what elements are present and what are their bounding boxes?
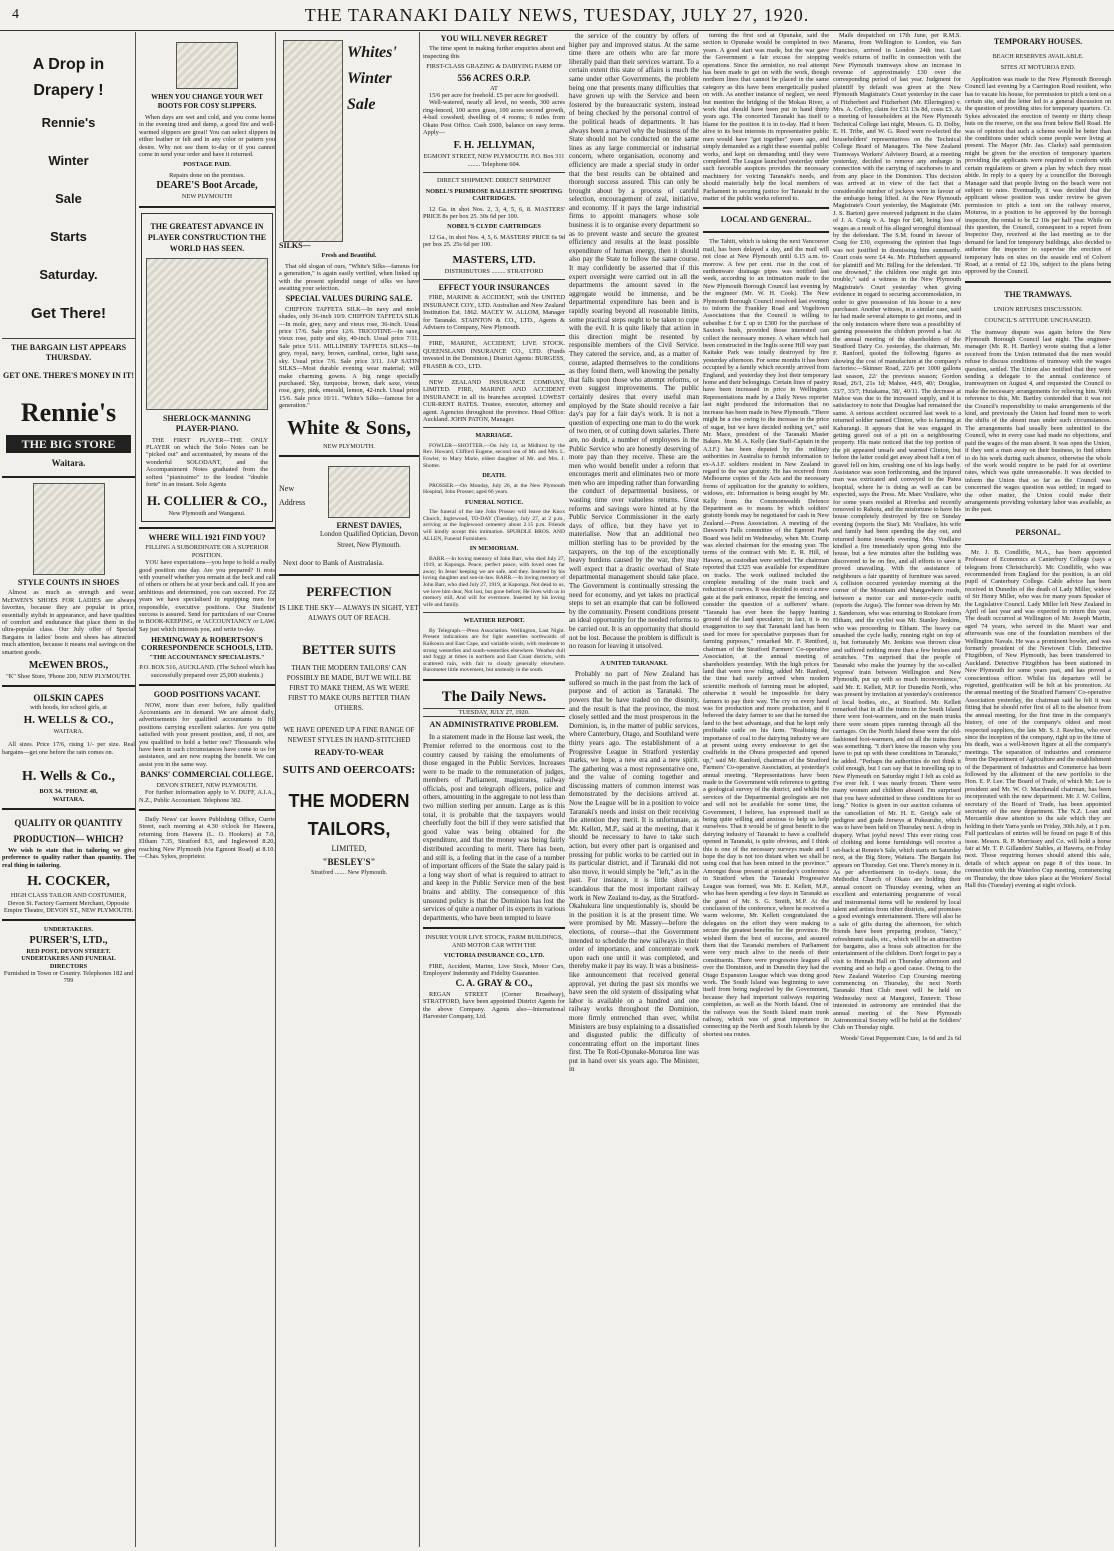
insure-line: INSURE YOUR LIVE STOCK, FARM BUILDINGS, AND MOTOR CAR WITH THE <box>425 934 563 949</box>
mcewen-address: "K" Shoe Store, 'Phone 200, NEW PLYMOUTH. <box>6 673 131 681</box>
peppermint-line: Woods' Great Peppermint Cure, 1s 6d and 2s 6d <box>840 1034 961 1042</box>
nz-insurance-ad: NEW ZEALAND INSURANCE COMPANY, LIMITED. FIRE, MARINE AND ACCIDENT INSURANCE in all its branches accepted. LOWEST CUR-RENT RATES. Trustee, executor, attorney and agent. Agencies throughout the province. Head Office: Auckland. JOHN PATON, Manager. <box>423 379 565 424</box>
banks-name: BANKS' COMMERCIAL COLLEGE. <box>140 770 274 780</box>
cocker-name: H. COCKER, <box>27 874 110 890</box>
wells-name-b: H. Wells & Co., <box>21 769 116 785</box>
white-sons-logo: White & Sons, <box>287 416 411 439</box>
perfection-body: IS LIKE THE SKY— ALWAYS IN SIGHT, YET ALWAYS OUT OF REACH. <box>279 604 419 623</box>
filling-line: FILLING A SUBORDINATE OR A SUPERIOR POSITION. <box>145 544 269 559</box>
wells-name-a: H. WELLS & CO., <box>23 713 114 726</box>
good-positions-body: NOW, more than ever before, fully qualified Accountants are in demand. We are almost daily, advertisements for qualified accountants to fill positions carrying excellent salaries. Are you quite satisfied with your present position, and, if not, are you qualified to hold a better one? Thousands who have been in such circumstances have come to us for assistance, and are now reaping the benefit. We can assist you in the same way. <box>139 701 275 768</box>
pursers-address: RED POST, DEVON STREET. <box>26 947 111 955</box>
united-heading: A UNITED TARANAKI. <box>600 659 668 667</box>
whites-word-3: Sale <box>347 96 376 113</box>
postage-paid: POSTAGE PAID. <box>183 161 231 169</box>
local-general-heading: LOCAL AND GENERAL. <box>720 215 812 225</box>
jellyman-name: F. H. JELLYMAN, <box>453 140 535 152</box>
opened-line: WE HAVE OPENED UP A FINE RANGE OF NEWEST STYLES IN HAND-STITCHED <box>283 726 415 745</box>
farm-line: FIRST-CLASS GRAZING & DAIRYING FARM OF <box>426 63 562 71</box>
oilskin-body: with hoods, for school girls, at <box>30 704 107 712</box>
fresh-line: Fresh and Beautiful. <box>321 252 377 260</box>
masthead-title: THE TARANAKI DAILY NEWS, TUESDAY, JULY 27, 1920. <box>304 5 810 25</box>
besley-line: "BESLEY'S" <box>322 857 376 868</box>
banks-address: DEVON STREET, NEW PLYMOUTH. <box>156 781 258 789</box>
repairs-line: Repairs done on the premises. <box>169 171 245 179</box>
modern-tailors: THE MODERN TAILORS, <box>288 791 410 840</box>
whites-heading <box>347 40 397 118</box>
shoe-illustration <box>33 483 105 575</box>
local-general-continued: Mails despatched on 17th June, per R.M.S. Marama, from Wellington to London, via San Francisco, arrived in London 24th inst. Last week's returns of traffic in connection with the New Plymouth tramways show an increase in revenue of approximately £30 over the corresponding period of last year. Judgment for plaintiff by default was given at the New Plymouth Magistrate's Court yesterday in the case of Fitzherbert and Fitzherbert (Mr. Ellerington) v. Mrs. A. Coffey, claim for £31 13s 8d, costs £3. At a meeting of householders at the New Plymouth Technical College last night, Messrs. G. D. Dolby, E. H. Tribe, and W. G. Reed were re-elected the householders' representatives on the Technical College Board of Managers. The New Zealand Tramways Workers' Advisory Board, at a meeting yesterday, decided to remove any embargo in connection with the carrying of racehorses to and from any place in the Dominion. This decision was arrived at in view of the fact that a considerable number of jockeys were in favour of the embargo being lifted. At the New Plymouth Magistrate's Court yesterday, the Magistrate (Mr. J. S. Barton) gave reserved judgment in the claim of J. A. Craig v. A. Ingo for £40, being loss of wages as a result of his alleged wrongful dismissal by the defendant. The S.M. found in favour of Craig for £30, expressing the opinion that Ingo was not justified in dismissing him summarily. Court costs were £4 4s. Mr. Fitzherbert appeared for plaintiff and Mr. Billing for the defendant. "If one drowned," the children one might get into trouble," said a witness in the New Plymouth Magistrate's Court yesterday when giving evidence in regard to securing accommodation, in order to give possession of his house to a new purchaser. Another witness, in a similar case, said he had made several attempts to get rooms, and in the only instances where there was a possibility of gaining possession the children proved a bar. At the annual meeting of the shareholders of the Stratford Dairy Co. yesterday, the chairman, Mr. F. Ranford, quoted the following figures as showing the cost of manufacture at the company's factories:—Skinner Road, 22/6 per 1000 gallons last season, 22/ the previous season; Gordon Road, 26/1, 21s 1d; Mahoe, 44/9, 40/; Douglas, 33/7, 33/7; Huiakama, 58/, 40/11. The decrease at Mahoe was due to the increased supply, and it is satisfactory to note that Douglas had remained the same. A serious accident occurred last week to a returned soldier named Clinton, who is farming at Kahurangi. It appears that he was engaged in getting gravel out of a pit on a neighbouring property. His mate noticed that the top portion of the pit appeared unsafe and warned Clinton, but before the latter could get away about half a ton of gravel fell on him, crushing one of his legs badly. Assistance was soon forthcoming, and the injured man was extricated and conveyed to the Patea hospital, where he is doing as well as can be expected, says the Press. Mr. Marc Voullaire, who for some years resided at Riverlea and recently removed to Rahotu, and the misfortune to have his house completely destroyed by fire on Sunday evening (reports the Star). Mr. Voullaire, his wife and family had been spending the day out, and returned home towards evening. Mrs. Voullaire kindled a fire immediately upon going into the house, but a few minutes after the building was discovered to be on fire, and all efforts to save it proved unavailing. With the assistance of neighbours a fair quantity of furniture was saved. A collision occurred yesterday morning at the corner of the Mountain and Mangawhero roads, between a motor car and motor-cycle outfit (reports the Argus). The former was driven by Mr. J. Sanderson, who was returning to Rotokare from Eltham, and the cyclist was Mr. Stanley Jenkins, who was proceeding to Eltham. The heavy car smashed the cycle badly, running right on top of it, but fortunately Mr. Jenkins was thrown clear and suffered nothing more than a few bruises and scratches. "I'm surprised that the people of Taranaki who make the journey by the so-called 'express' train between Wellington and New Plymouth, put up with so much inconvenience," said Mr. E. Kellett, M.P. for Dunedin North, who was present by invitation at yesterday's conference of local bodies, etc., at Stratford. Mr. Kellett remarked that in all the trains in the South Island there were foot-warmers, and on the main trunks there were steam pipes running through all the carriages. On the North Island these were the old-fashioned foot-warmers, and on all the trains there was something. "I don't know the reason why you have to put up with these conditions in Taranaki," he added. "Perhaps the authorities do not think it cold enough, but I can say that in travelling up to New Plymouth on Saturday night I felt as cold as I've ever felt. I was nearly frozen. There were many women and children aboard. I'm surprised that you have submitted to these conditions for so long." Notice is given in our auction columns of the cancellation of Mr. H. E. Greig's sale of pedigree and grade Jerseys at Pukearuhe, which was to have been held on Thursday next. A drop in drapery. What joyful news! This ever rising cost of clothing and home furnishings will receive a set-back at Rennie's Sale, which starts on Saturday next, at the Big Store, Waitara. The Bargain list appears on Thursday. Get one. There's money in it. As per advertisement in to-day's issue, the Methodist Church of Okato are holding their annual concert on Thursday evening, when an excellent and entertaining programme of vocal and instrumental items will be rendered by local talent and artists from other districts, and promises a good evening's entertainment. There will also be a sale of gifts during the afternoon, for which friends have been preparing produce, "fancy," refreshment stalls, etc., which will be an attraction for bargains, also a brass sub attraction for the entertainment of the children. Don't forget to pay a visit to Hennah Hall on Thursday afternoon and evening and so help a good cause. Owing to the New Zealand Waterloo Cup Coursing meeting commencing on Thursday, the next North Taranaki Hunt Club meet will be held on Wednesday next at Mangorei, Ennevir. Those interested in astronomy are reminded that the annual meeting of the New Plymouth Astronomical Society will be held at the Soldiers' Club on Thursday night. <box>833 32 961 1032</box>
primrose-body: 12 Ga. in shot Nos. 2, 3, 4, 5, 6, 8. MASTERS' PRICE 8s per box 25. 30s 6d per 100. <box>423 205 565 220</box>
masters-name: MASTERS, LTD. <box>452 253 536 266</box>
queensland-ad: FIRE, MARINE, ACCIDENT, LIVE STOCK. QUEENSLAND INSURANCE CO., LTD. (Funds invested in the Dominion.) District Agents: BURGESS, FRASER & CO., LTD. <box>423 340 565 370</box>
where-heading: WHERE WILL 1921 FIND YOU? <box>148 532 266 542</box>
drop-line-1: A Drop in <box>32 56 105 73</box>
column-5 <box>569 32 699 1547</box>
rennies-logo: Rennie's <box>20 398 117 427</box>
whites-word-1: Whites' <box>347 44 397 61</box>
gray-body: REGAN STREET (Corner Broadway), STRATFORD, have been appointed District Agents for the above Company. Agents also—International Harvester Company, Ltd. <box>423 990 565 1021</box>
temp-sub-1: BEACH RESERVES AVAILABLE. <box>992 53 1084 60</box>
column-7 <box>833 32 961 1547</box>
whites-word-2: Winter <box>347 70 392 87</box>
funeral-body: The funeral of the late John Prosser will leave the Knox Church, Inglewood, TO-DAY (Tuesday), July 27, at 2 p.m., arriving at the Inglewood cemetery about 2.15 p.m. Friends will kindly accept this intimation. SPURDLE BROS. AND ALLEN, Funeral Furnishers. <box>423 509 565 542</box>
pursers-sub: UNDERTAKERS AND FUNERAL DIRECTORS <box>21 955 116 970</box>
column-6 <box>703 32 829 1547</box>
undertakers-heading: UNDERTAKERS. <box>43 926 94 934</box>
column-3 <box>279 32 420 1547</box>
collier-town: New Plymouth and Wanganui. <box>168 509 246 517</box>
masthead <box>0 0 1114 31</box>
slipper-illustration <box>176 42 238 89</box>
column-1 <box>2 32 136 1547</box>
hemingway-name: HEMINGWAY & ROBERTSON'S CORRESPONDENCE SCHOOLS, LTD. <box>141 635 273 652</box>
victoria-body: FIRE, Accident, Marine, Live Stock, Motor Cars, Employers' Indemnity and Fidelity Guarantee. <box>423 962 565 977</box>
column-8 <box>965 32 1111 1547</box>
price-line: 15/6 per acre for freehold. £5 per acre for goodwill. <box>429 92 559 100</box>
good-positions-heading: GOOD POSITIONS VACANT. <box>153 690 261 700</box>
cocker-address: HIGH CLASS TAILOR AND COSTUMIER, Devon St. Factory Garment Merchant, Opposite Empire Theatre, DEVON ST., NEW PLYMOUTH. <box>3 892 134 914</box>
editorial-date: TUESDAY, JULY 27, 1920. <box>423 708 565 717</box>
deare-name: DEARE'S Boot Arcade, <box>156 180 258 192</box>
temp-body: Application was made to the New Plymouth Borough Council last evening by a Carrington Road resident, who has to vacate his house, for permission to pitch a tent on a certain site, and the letter led to a general discussion on the question of providing sites for temporary quarters. Cr. Sykes advocated the erection of twenty or thirty cheap huts on the reserve, on the sea front below Bell Road. He was of opinion that such a scheme would be better than the conditions under which some people were living at present. The Mayor (Mr. Jas. Clarke) said permission might be given for the erection of temporary quarters providing the applicants were required to conform with certain regulations or given a plan by which they must abide. In reply to a query by a councillor the Borough Manager said that people living on the beach were not subject to rates. Eventually, it was decided that the applicant whose position was under review be given permission to pitch a tent on the railway reserve, Moturoa, in a position to be approved by the borough inspector, the rental to be £2 10s per half year. While on this question, the Council, consequent to a report from Inspector Day, received at the last meeting as to the demand for land for temporary buildings, also decided to authorise the inspector to supervise the erection of temporary huts on sites on the seaside end of Colvert Road, at a rental of £2 10s, subject to the plans being approved by the Council. <box>965 75 1111 276</box>
at-line: AT <box>490 84 498 92</box>
change-heading: WHEN YOU CHANGE YOUR WET BOOTS FOR COSY SLIPPERS. <box>151 93 263 110</box>
admin-heading: AN ADMINISTRATIVE PROBLEM. <box>429 720 559 730</box>
column-2 <box>139 32 276 1547</box>
piano-illustration <box>146 258 268 410</box>
temp-sub-2: SITES AT MOTUROA END. <box>1000 64 1076 72</box>
mcewen-name: McEWEN BROS., <box>28 660 109 672</box>
waitara-label: Waitara. <box>51 458 86 468</box>
drop-line-2: Drapery ! <box>33 82 104 99</box>
white-sons-town: NEW PLYMOUTH. <box>323 442 375 450</box>
style-body: Almost as much as strength and wear. McEWEN'S SHOES FOR LADIES are always favorites, because they are popular in price, essentially stylish in appearance, and have qualities of comfort and endurance that place them in the ultra-popular class. Our July offer of Special Bargains in ladies' boots and shoes has attracted much attention, because it means real savings on the smartest goods. <box>2 589 135 656</box>
tram-body: The tramway dispute was again before the New Plymouth Borough Council last night. The engineer-manager (Mr. R. H. Bartley) wrote stating that a letter received from the Union intimated that the men would refuse to discuss conditions of tramway with the wages question, settled. The Union also notified that they were sending a delegate to the annual conference of tramwaymen on August 4, and requested the Council to make the necessary arrangements for relieving him. With reference to this, Mr. Bartley contended that it was not the Council's responsibility to make arrangements of the kind, and previously the Union had found men to work the shifts of the absent man under such circumstances. The arrangements had usually been submitted to the Council, who in every case had made no objections, and paid the wages of the man absent. It was open the Union, if they sent a man away on their business, to find others to do his work during such absence, otherwise the whole of the work would require to be paid for at overtime rates, which was quite unreasonable. It was decided to inform the Union that so far as the Council was concerned the wages question was settled; in regard to the other matter, the Union could make their arrangements providing voluntary labor was available, as in the past. <box>965 328 1111 514</box>
drop-line-8: Get There! <box>30 305 106 322</box>
drop-line-7: Saturday. <box>39 267 98 282</box>
death-heading: DEATH. <box>482 472 506 480</box>
death-body: PROSSER.—On Monday, July 26, at the New Plymouth Hospital, John Prosser; aged 66 years. <box>423 482 565 496</box>
suits-overcoats: SUITS AND OEERCOATS: <box>282 764 416 777</box>
victoria-name: VICTORIA INSURANCE CO., LTD. <box>443 952 545 960</box>
silks-body: That old slogan of ours, "White's Silks—famous for a generation," is again easily verified, when linked up with the present splendid range of silks we have awaiting your selection. <box>279 262 419 293</box>
daily-news-title: The Daily News. <box>441 688 547 705</box>
sherlock-heading: SHERLOCK-MANNING PLAYER-PIANO. <box>162 413 251 433</box>
column-4 <box>423 32 565 1547</box>
drop-line-6: Starts <box>50 229 87 244</box>
clyde-body: 12 Ga., in shot Nos. 4, 5, 6. MASTERS' PRICE 6s 9d per box 25. 25s 6d per 100. <box>423 233 565 249</box>
drop-line-5: Sale <box>55 191 82 206</box>
editorial-continued: the service of the country by offers of higher pay and improved status. At the same time there are others who are far more liberally paid than their services warrant. To a certain extent this state of affairs is much the same under other Governments, the problem being one that presents many difficulties that have grown up with the Service and been fostered by the bureaucratic system, instead of being checked by the personal control of the political heads of departments. It has always been a marvel why the business of the State should not be conducted on the same lines as any large commercial or industrial concern, where organisation, economy and efficiency are made a special study in order that the best results can be obtained and thorough success assured. This can only be brought about by a process of careful selection, encouragement of zeal, initiative, and economy. If it pays the large industrial firms to appoint managers whose sole business it is to organise every department so as to prevent waste and secure the greatest efficiency and results at the least possible expenditure of human energy, then it should also pay the State to follow the same course. It may confidently be asserted that if this expert oversight were carried out in all the departments the amount saved in the aggregate would be immense, and be departmental expenditure has been and is rapidly soaring beyond all reasonable limits, some practical steps ought to be taken to cope with the evil. It is quite likely that action in this direction might be resented by responsible members of the Civil Service. They catered the service, and, as a matter of course, adapted themselves to the conditions as they found them, well knowing the penalty that falls upon those who attempt reforms, or even suggest improvements. The public certainly desires that every useful man employed by the State should receive a fair day's pay for a fair day's work. It is not a question of expecting one man to do the work of two men, or of cutting down salaries. There are, no doubt, a number of employees in the Public Service who are honestly deserving of more pay than they receive. These are the men who would benefit under a reform that encourages merit and eliminates two or more men who are impeding rather than forwarding the conduct of departmental business, or wasting time over valueless returns. Great reforms and savings were hinted at by the Public Service Commissioner in the early days of office, but they have yet to materialise. Now that an additional two million sterling has to be provided by the taxpayers, on the top of the exceptionally heavy burdens caused by the war, they may well expect that a drastic overhaul of State departmental management should take place. The Government is continually stressing the need for economy, and yet takes no practical steps to set an example that can be followed by the community. Present conditions present an ideal opportunity for the needed reforms to be carried out. It is an opportunity that should not be lost. Because the problem is difficult is no reason for leaving it unsolved. <box>569 32 699 651</box>
wells-town-b: WAITARA. <box>52 795 85 803</box>
deare-town: NEW PLYMOUTH <box>181 193 233 201</box>
change-body: When days are wet and cold, and you come home in the evening tired and damp, a good fire and well-warmed slippers are great! You can select slippers in either leather or felt and in any color or pattern you desire. Why not see them to-day or if you cannot come in send your order and have it returned. <box>139 114 275 159</box>
better-body: THAN THE MODERN TAILORS' CAN POSSIBLY BE MADE, BUT WE WILL BE FIRST TO MAKE THEM, AS WE WERE FIRST TO MAKE OURS BETTER THAN OTHERS. <box>286 664 412 713</box>
style-heading: STYLE COUNTS IN SHOES <box>17 578 120 587</box>
personal-heading: PERSONAL. <box>1015 527 1061 537</box>
effect-heading: EFFECT YOUR INSURANCES <box>438 282 550 292</box>
admin-body: In a statement made in the House last week, the Premier referred to the enormous cost to the country caused by raising the emoluments of those engaged in the Public Services. Increases were to be made to the remuneration of judges, members of Parliament, magistrates, railway officials, post and telegraph officers, police and others, amounting in the aggregate to not less than two million sterling per annum. Large as is this total, it is probable that the taxpayers would cheerfully foot the bill if they were satisfied that good value was being obtained for the expenditure, and that the money was being fairly distributed according to merit. There has been, and still is, a feeling that in the case of a number of important officers of the State the salary paid is a long way short of what is required to attract to and keep in the Public Service men of the best brains and ability. The consequence of this unsound policy is that the Dominion has lost the services of quite a number of its experts in various departments, who have been tempted to leave <box>423 733 565 922</box>
united-body: Probably no part of New Zealand has suffered so much in the past from the lack of purpose and of action as Taranaki. The powers that be have traded on the disunity, and the result is that the province, the most closely settled and the most prosperous in the Dominion, is, in the matter of public services, where Canterbury, Otago, and Southland were thirty years ago. The establishment of a Progressive League in Stratford yesterday marks, we hope, a new era and a new spirit. The gathering was a most representative one, and the value of coming together and discussing matters of common interest was demonstrated by the decisions arrived at. Now the League will be in a position to voice Taranaki's needs and insist on their receiving the attention they merit. It is unfortunate, as Mr. Kellett, M.P., said at the meeting, that it should be necessary to have to take such action, but every other part is organised and pressing for public works to be carried out in its particular district, and if Taranaki did not also move, it would simply be "left," as in the past. For instance, it is little short of scandalous that the most important railway work in New Zealand to-day, as the Stratford-Okahukura line unquestionably is, should be in the position it is at the present time. We were promised by Mr. Massey—before the elections, of course—that the Government intended to schedule the new railways in their order of importance, and concentrate work upon each one until it was completed, and thereby make it pay its way. It was a business-like announcement that received general approval, yet during the past six months we have seen the old system of dissipating what labor is available on a hundred and one railway works throughout the Dominion, more firmly entrenched than ever, whilst Ministers are busy explaining to a dissatisfied and disgusted public the difficulty of concentrating effort on the important lines first. The Te Roti-Opunake-Moturoa line was put in hand over six years ago. The Minister, in <box>569 670 699 1074</box>
memoriam-heading: IN MEMORIAM. <box>469 545 519 553</box>
farm-body: Well-watered, nearly all level, no weeds, 300 acres ring-fenced, 100 acres grass, 100 acres second growth, 4-bail cowshed; dwelling of 4 rooms; 6 miles from Okato Post Office. Cash £600, balance on easy terms. Apply— <box>423 99 565 137</box>
perfection-heading: PERFECTION <box>306 584 392 600</box>
big-store-logo: THE BIG STORE <box>6 435 131 453</box>
get-one: GET ONE. THERE'S MONEY IN IT! <box>3 371 134 380</box>
davies-name: ERNEST DAVIES, <box>336 520 402 530</box>
tram-sub-2: COUNCIL'S ATTITUDE UNCHANGED. <box>984 317 1092 325</box>
better-suits: BETTER SUITS <box>302 642 396 658</box>
tramways-heading: THE TRAMWAYS. <box>1004 289 1072 299</box>
daily-car-notice: Daily News' car leaves Publishing Office, Currie Street, each morning at 4.30 o'clock for Hawera, returning from Hawera (L. O. Hookers) at 7.0, Eltham 7.35, Stratford 8.5, and Inglewood 8.20, reaching New Plymouth (via Egmont Road) at 8.10.—Chas. Sykes, proprietor. <box>139 815 275 860</box>
wells-town-a: WAITARA. <box>53 727 84 735</box>
lady-illustration <box>283 40 343 242</box>
regret-body: The time spent in making further enquiries about and inspecting this <box>423 45 565 60</box>
weather-heading: WEATHER REPORT. <box>463 617 525 625</box>
clyde-heading: NOBEL'S CLYDE CARTRIDGES <box>447 223 541 231</box>
pursers-tail: Furnished in Town or Country. Telephones 182 and 799 <box>3 969 134 985</box>
quality-body: We wish to state that in tailoring we give preference to quality rather than quantity. The real thing in tailoring. <box>2 846 135 869</box>
local-general-body: The Tahiti, which is taking the next Vancouver mail, has been delayed a day, and the mail will not close at New Plymouth until 6.15 a.m. to-morrow. A few per cent. rise in the cost of earthenware drainage pipes was notified last week, according to an intimation made to the New Plymouth Borough Council last evening by the engineer (Mr. W. H. Cook). The New Plymouth Borough Council resolved last evening to inform the Frankley Road and Vogeltown Associations that the Council is willing to subsidise £ for £ up to £300 for the purchase of Saxton's bush, provided those interested can collect the necessary money. A whare which had been constructed in the Inglis scene Hill way past Kaitake Park was totally destroyed by fire yesterday afternoon. For some months it has been occupied by a family which recently arrived from England, and yesterday they lost their temporary home and their belongings. Certain lines of pastry have been increased in price in Wellington. Representations made by a Daily News reporter last night produced the information that no increase has been made in New Plymouth. "There might be a rise owing to the increase in the price of sugar, but we have decided nothing yet," said Mr. Mace, president of the Taranaki Master Bakers. Mr. M. A. Kelly (late Staff-Captain in the A.I.F.) has been deputed by the military authorities in Australia to furnish information to ex-A.I.F. soldiers resident in New Zealand in regard to the war gratuity. He has received from Melbourne copies of the Acts and the necessary forms of application for the gratuity to soldiers, widows, etc. Information is being sought by Mr. Kelly from the Commonwealth Defence Department as to means by which soldiers' gratuity bonds may be negotiated for cash in New Zealand.—Press Association. A meeting of the Dawson's Falls committee of the Egmont Park Board was held on Wednesday, when Mr. Crump was elected chairman for the ensuing year. The terms of the contract with Mr. E. R. Hill, of Hawera, as custodian were settled. The chairman reported that £325 was available for expenditure on tracks. The work outlined included the complete metalling of the main track and reduction of curves. It was decided to erect a new gate at the park entrance, repair the fencing, and consider the question of a sufferers' whare. "Taranaki has ever been the happy hunting ground of the land speculator; in fact, it is no exaggeration to say that Taranaki land has been used for more for speculative purposes than for farming purposes," remarked Mr. F. Rentford, chairman of the Stratford Farmers' Co-operative Association, at the annual meeting of shareholders yesterday. With the high prices for land that were now ruling, added Mr. Ranford, the time had surely arrived when modern scientific methods of farming must be adopted, otherwise it would be impossible for dairy farmers to pay their way. The cry on every hand was for production and more production, and it behoved the dairy farmer to see that he turned the land to the best advantage, and that he kept only profitable cattle on his farm. "Realising the importance of coal to the dairying industry we are at present using every endeavour to get the coalfields in the Ohura prospected and opened up," said Mr. Ranford, chairman of the Stratford Farmers' Co-operative Association, at yesterday's annual meeting. "Representations have been made to the Government with reference to getting a geological survey of the district, and whilst the services of the Departmental geologists are not and will not be available for some time, the Government, I believe, has expressed itself as being quite willing and anxious to help us help ourselves. That it would be of great benefit to the dairying industry of Taranaki to have a coalfield opened in Taranaki, is quite obvious, and I think this is one of the necessary surveys made and I hope the day is not too distant when we shall be using coal that has been mined in the province." Amongst those present at yesterday's conference in Stratford when the Taranaki Progressive League was formed, was Mr. E. Kellett, M.P., who has been spending a few days in Taranaki as the guest of Mr. S. G. Smith, M.P. At the conclusion of the conference, where he received a warm welcome, Mr. Kellett congratulated the delegates on the effort they were making to secure the greatest benefits for the province. He wished them the best of success, and assured them that the Taranaki members of Parliament were very much alive to the needs of their constituents. There were progressive leagues all over the Dominion, and in Dunedin they had the Otago Expansion League which was doing good work. The South Island was beginning to save itself from being neglected by the Government, because they had important railways requiring completion, as well as the North Island. One of the railways was the South Island main trunk railway, which was of great importance in connecting up the North and South Islands by the shortest sea routes. <box>703 238 829 1038</box>
address-word: Address <box>279 497 306 507</box>
collier-name: H. COLLIER & CO., <box>147 492 267 508</box>
marriage-heading: MARRIAGE. <box>475 432 513 440</box>
davies-body: London Qualified Optician, Devon Street, New Plymouth. <box>320 530 418 550</box>
masters-sub: DISTRIBUTORS ......... STRATFORD <box>444 267 544 275</box>
rennies-ad <box>2 52 135 334</box>
new-word: New <box>279 483 295 493</box>
sherlock-body: THE FIRST PLAYER—THE ONLY PLAYER on which the Solo Notes can be "picked out" and accentuated, by means of the wonderful SOLODANT, and the Accompaniment Notes graduated from the softest "pianissimo" to the loudest "double forte" in an instant. Sole Agents <box>146 436 268 489</box>
personal-body: Mr. J. B. Condliffe, M.A., has been appointed Professor of Economics at Canterbury College (says a telegram from Christchurch). Mr. Condliffe, who was recommended from England for the position, is an old pupil of Canterbury College. Cable advice has been received in Dunedin of the death of Lady Miller, widow of Sir Henry Miller, who was for many years Speaker of the Legislative Council. Lady Miller left New Zealand in April of last year and was expected to return this year. The death occurred at Wellington of Mr. Joseph Martin, aged 74 years, who served in the Maori war and afterwards was one of the foundation members of the Wellington Navals. He was a prominent bowler, and was formerly president of the Newtown Club. Detective Fitzgibbon, of New Plymouth, has been transferred to Auckland. Detective Fitzgibbon has been stationed in New Plymouth for some years past, and has proved a conscientious officer. Whilst his departure will be regretted, gratification will be felt at his promotion. At the annual meeting of the Stratford Farmers' Co-operative Association yesterday, the chairman said he felt it was fitting that he should refer first of all to the absence from the annual meeting, for the first time in the company's history, of one of the company's oldest and most respected suppliers, the late Mr. S. J. Rawlins, who ever since the inception of the company, right up to the time of his death, was a well-known figure at all the company's meetings. The separation of industries and commerce from the Department of Agriculture and the establishment of the Department of Industries and Commerce has been followed by the allotment of the new portfolio to the Hon. E. P. Lee. The Board of Trade, of which Mr. Lee is president and Mr. W. O. Macdonald chairman, has been incorporated with the new department. Mr. J. W. Collins, secretary of the Board of Trade, has been appointed secretary of the new department. The N.Z. Loan and Mercantile draw attention to the sale which they are holding in their Yarra yards on Friday, 30th July, at 1 p.m. Full particulars of entries will be found on page 8 of this issue. Messrs. R. P. Morrissey and Co. will hold a horse fair at Mr. T. P. Gillanders' Stables, at Hawera, on Friday next. Those requiring horses should attend this sale, details of which appear on page 8 of this issue. In connection with the Waterloo Cup meeting, commencing on Thursday, the draw takes place at the Workers' Social Hall this (Tuesday) evening at eight o'clock. <box>965 548 1111 890</box>
page-number: 4 <box>12 7 20 22</box>
weather-body: By Telegraph.—Press Association. Wellington, Last Night. Present indications are for light easterlies northwards of Kaikoura and East Cape, and variable winds, with moderate to strong westerlies and south-westerlies elsewhere. Weather dull and foggy at times in northern and East Coast districts, with scattered rain, with fair to cloudy generally elsewhere. Barometer little movement, but unsteady in the south. <box>423 627 565 674</box>
oilskin-heading: OILSKIN CAPES <box>33 693 104 704</box>
jellyman-address: EGMONT STREET, NEW PLYMOUTH. P.O. Box 311 ........ Telephone 604. <box>423 153 565 168</box>
drop-line-4: Winter <box>48 153 89 168</box>
acres-line: 556 ACRES O.R.P. <box>457 72 531 83</box>
primrose-heading: NOBEL'S PRIMROSE BALLISTITE SPORTING CARTRIDGES. <box>425 187 563 203</box>
stratford-line: Stratford ....... New Plymouth. <box>310 869 388 877</box>
po-box: P.O. BOX 516, AUCKLAND. (The School which has successfully prepared over 25,000 students.) <box>139 664 275 679</box>
ready-to-wear: READY-TO-WEAR <box>314 748 384 758</box>
wells-box: BOX 34. 'PHONE 48, <box>39 788 98 796</box>
values-list: CHIFFON TAFFETA SILK—In navy and mole shades, only 36-inch 10/9. CHIFFON TAFFETA SILK—In mole, grey, navy and vieux rose, 36-inch. Usual price 17/6. Sale price 12/6. TRICOTINE—In saxe, vieux rose, putty and sky, 40-inch. Usual price 7/11. Sale price 5/11. MILLINERY TAFFETA SILKS—In grey, royal, navy, brown, cardinal, cerise, light saxe, sky. Usual price 7/6. Sale price 3/11. JAP SATIN SILKS—Most durable evening wear material; will make charming gowns. A big range specially purchased. Sky, turquoise, brown, dark saxe, vieux rose, grey, pink, emerald, lemon, 42-inch. Usual price 15/6. Sale price 10/11. "White's Silks—famous for a generation." <box>279 305 419 410</box>
funeral-heading: FUNERAL NOTICE. <box>464 498 524 506</box>
spectacles-illustration <box>328 466 410 518</box>
temp-houses-heading: TEMPORARY HOUSES. <box>993 37 1083 46</box>
where-body: YOU have expectations—you hope to hold a really good position one day. Are you prepared? It rests with yourself whether you remain at the beck and call of others or others be at your beck and call. If you are ambitious and determined, you can succeed. For 22 years we have specialised in equipping men for responsible, executive positions. Our Students' success is assured. Send for particulars of our Course in BOOK-KEEPING, or 'ACCOUNTANCY or LAW. Say just which interests you, and write to-day. <box>139 559 275 633</box>
regret-heading: YOU WILL NEVER REGRET <box>440 34 548 43</box>
marriage-body: FOWLER—SHOTTER.—On July 14, at Midhirst by the Rev. Howard, Clifford Eugene, second son of Mr. and Mrs. L. Fowler, to Mary Marie, eldest daughter of Mr. and Mrs. J. Shotter. <box>423 442 565 469</box>
pursers-name: PURSER'S, LTD., <box>29 934 108 946</box>
effect-body: FIRE, MARINE & ACCIDENT, with the UNITED INSURANCE COY., LTD. Australian and New Zealand Institution Est. 1862. MACEY W. ALLOM, Manager for Taranaki. STAINTON & CO., LTD., Agents & Advisers to Company, New Plymouth. <box>423 294 565 331</box>
gray-name: C. A. GRAY & CO., <box>455 978 533 989</box>
bargain-list: THE BARGAIN LIST APPEARS THURSDAY. <box>10 343 127 362</box>
accountancy-line: "THE ACCOUNTANCY SPECIALISTS." <box>149 654 265 661</box>
limited-line: LIMITED, <box>331 844 367 854</box>
special-values: SPECIAL VALUES DURING SALE. <box>285 294 413 304</box>
banks-apply: For further information apply to V. DUFF, A.I.A., N.Z., Public Accountant. Telephone 382. <box>139 789 275 804</box>
drop-line-3: Rennie's <box>41 115 96 130</box>
tram-sub-1: UNION REFUSES DISCUSSION. <box>993 305 1083 313</box>
quality-heading: QUALITY OR QUANTITY PRODUCTION— WHICH? <box>13 817 124 844</box>
united-continued: turning the first sod at Opunake, said the section to Opunake would be completed in two years. A good start was made, but the war gave the Government a fair excuse for stopping operations. Since the armistice, no real attempt has been made to get on with the work, though northern lines that cannot be placed in the same category as this have been energetically pushed on with. As another instance of neglect, we need but mention the bridging of the Mokau River, a work that should have been put in hand thirty years ago. The concerted Taranaki has itself to blame for the position it is in to-day. Had it been alive to its best interests its representative public men would have "got together" years ago, and simply demanded as a right these essential public works, and kept on demanding until they were completed. The League launched yesterday under such favorable auspices provides the necessary machinery for voicing Taranaki's needs, and should materially help the local members of Parliament in securing justice for Taranaki in the matter of the public works referred to. <box>703 32 829 202</box>
next-door: Next door to Bank of Australasia. <box>283 558 384 568</box>
direct-shipment: DIRECT SHIPMENT. DIRECT SHIPMENT <box>436 177 552 185</box>
wells-sizes: All sizes. Price 17/6, rising 1/- per size. Real bargains—get one before the rain comes on. <box>2 741 135 756</box>
memoriam-body: BARR.—In loving memory of John Barr, who died July 27, 1919, at Kaponga. Peace, perfect peace, with loved ones far away; In Jesus' keeping we are safe, and they. Inserted by his loving daughter and son-in-law. BARR.—In loving memory of John Barr, who died July 27, 1919, at Kaponga. Not dead to us, we love him dear, Not lost, but gone before; He lives with us in memory still, And will for evermore. Inserted by his loving wife and family. <box>423 555 565 608</box>
silks-heading: SILKS— <box>279 241 311 250</box>
greatest-heading: THE GREATEST ADVANCE IN PLAYER CONSTRUCTION THE WORLD HAS SEEN. <box>147 221 267 253</box>
